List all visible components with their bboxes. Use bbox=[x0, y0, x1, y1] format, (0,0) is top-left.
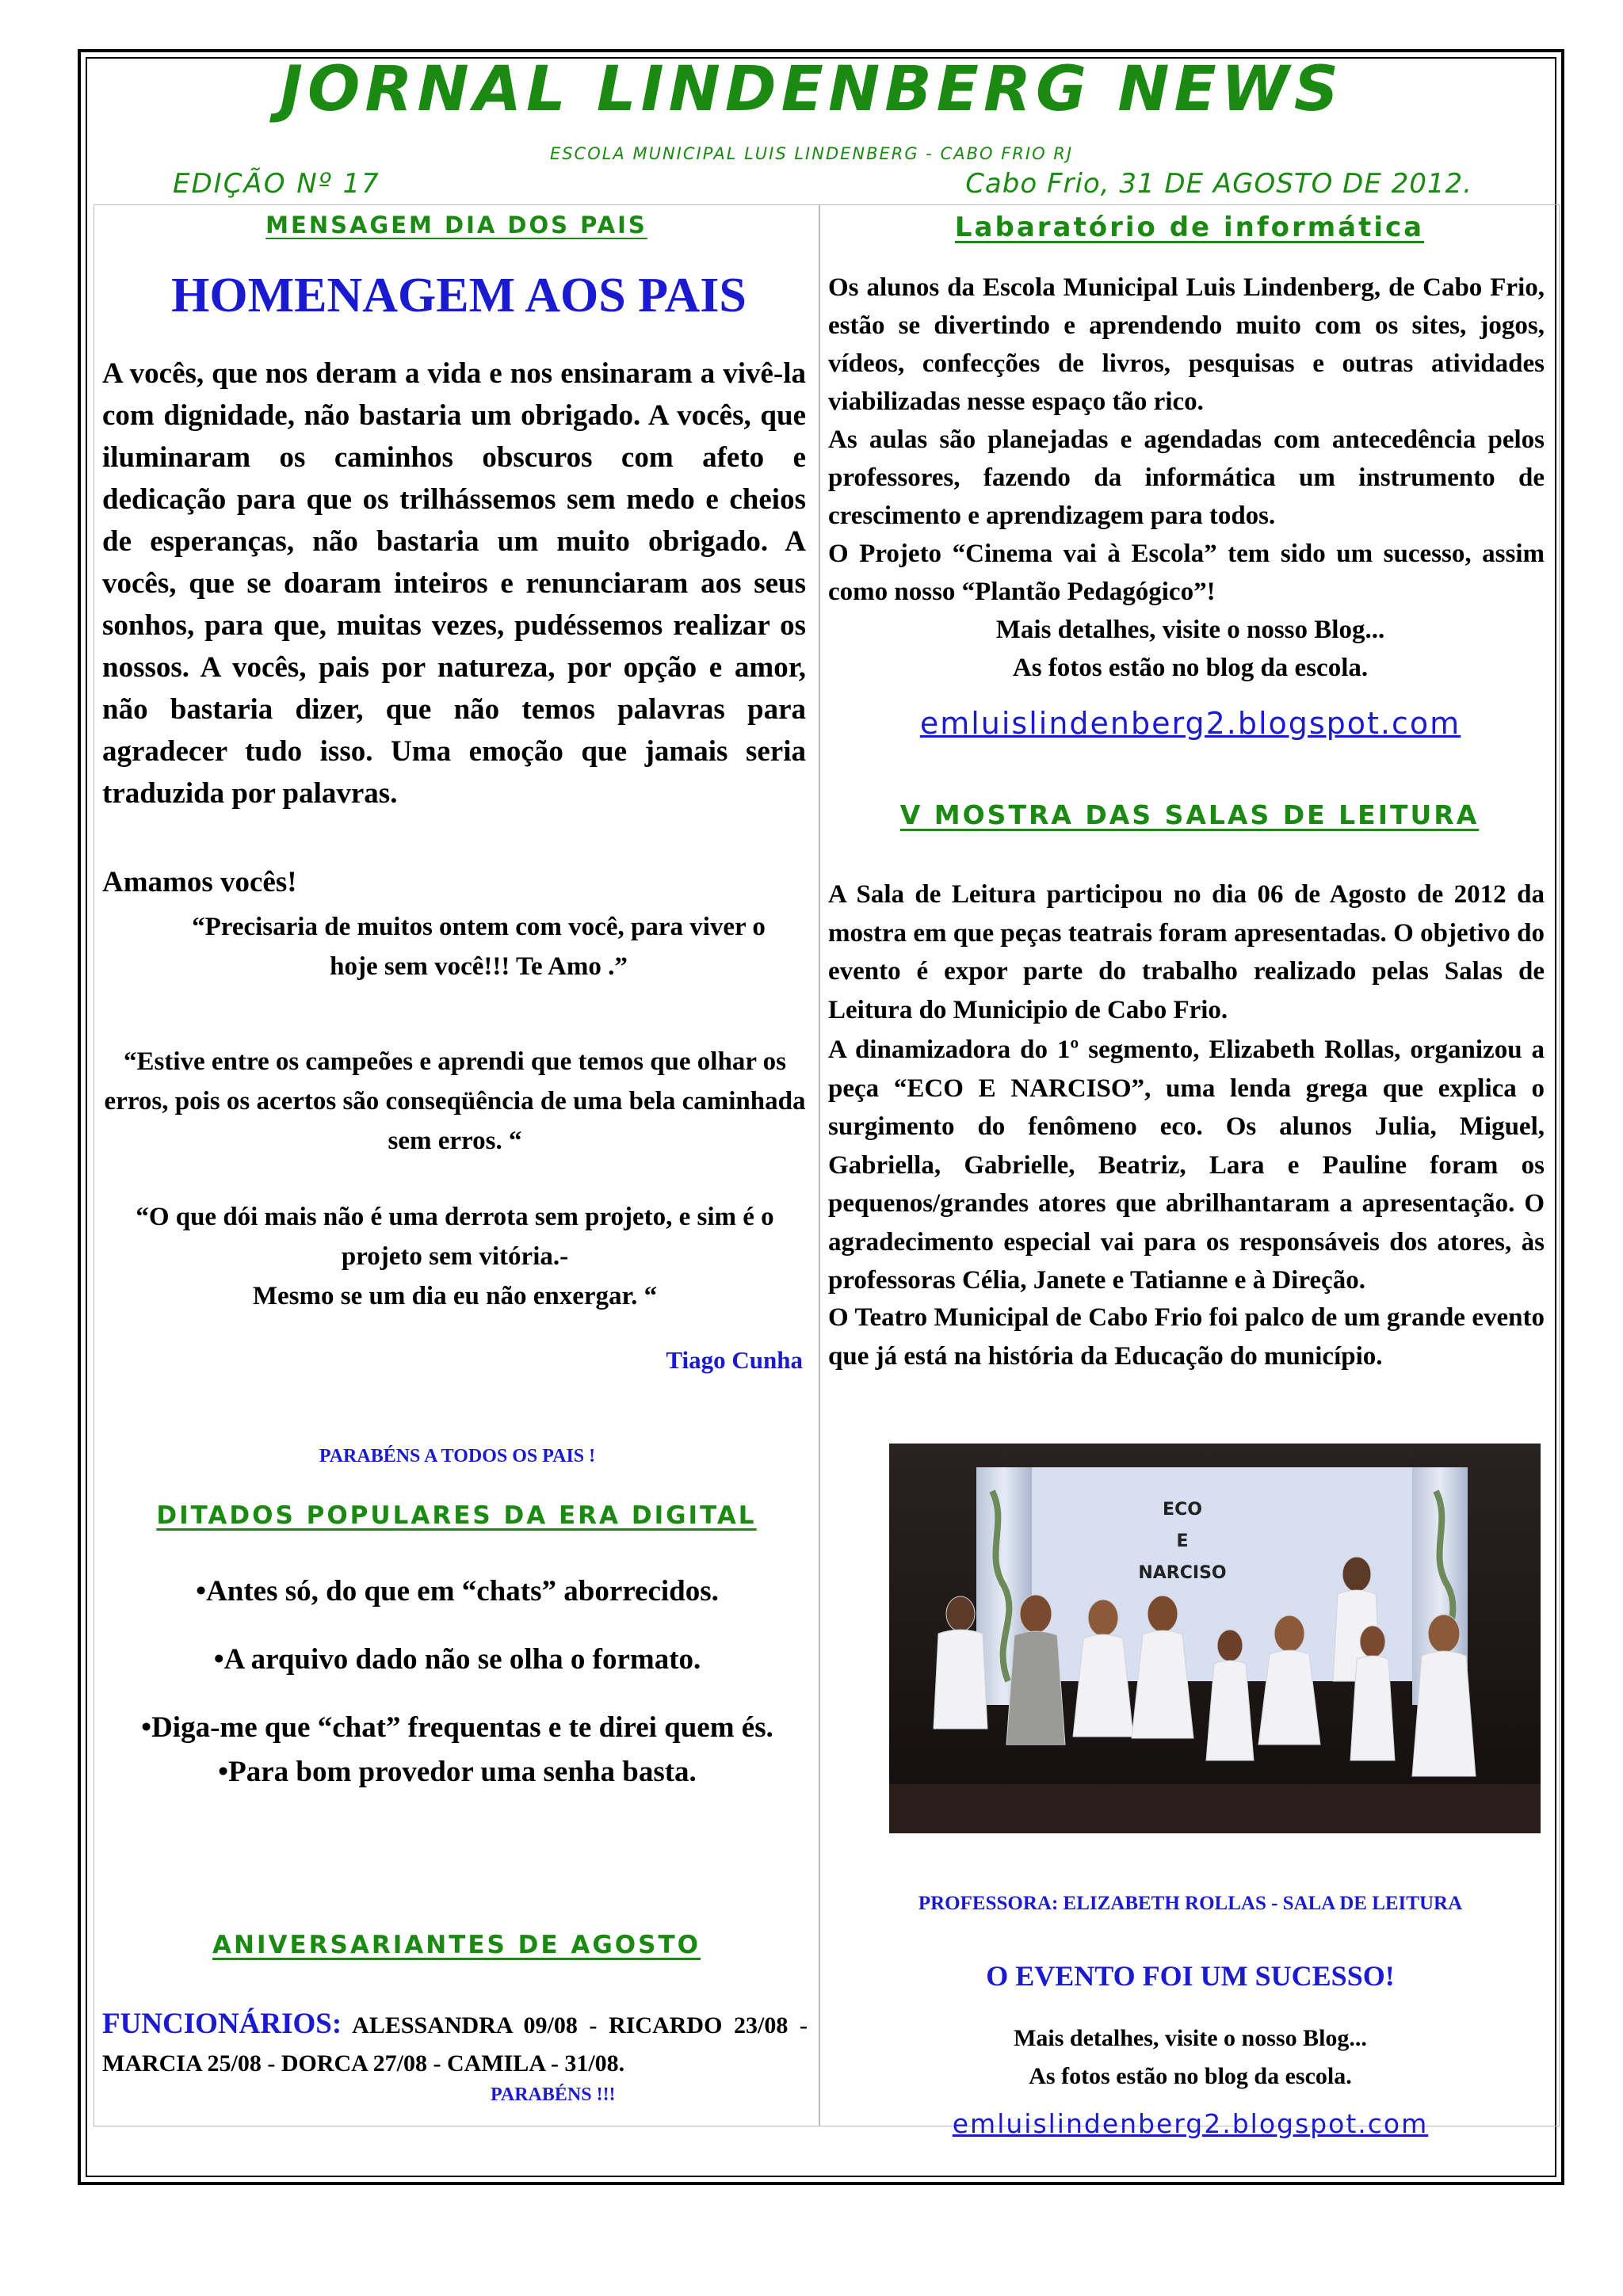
section-title-aniversariantes: ANIVERSARIANTES DE AGOSTO bbox=[212, 1931, 701, 1959]
photo-banner-line: NARCISO bbox=[1138, 1563, 1227, 1583]
headline-homenagem: HOMENAGEM AOS PAIS bbox=[171, 269, 747, 322]
mostra-photos-note: As fotos estão no blog da escola. bbox=[1029, 2063, 1352, 2089]
birthday-list bbox=[102, 2005, 808, 2083]
lab-paragraph-2: As aulas são planejadas e agendadas com antecedência pelos professores, fazendo da informática um instrumento de crescimento e aprendizagem para todos. bbox=[828, 425, 1545, 530]
quote-three-ending: Mesmo se um dia eu não enxergar. “ bbox=[252, 1282, 658, 1310]
right-column bbox=[819, 204, 1560, 2139]
section-title-lab: Labaratório de informática bbox=[954, 212, 1425, 243]
birthday-label: FUNCIONÁRIOS: bbox=[102, 2008, 342, 2040]
ditado-item: •Antes só, do que em “chats” aborrecidos. bbox=[196, 1575, 719, 1608]
photo-caption: PROFESSORA: ELIZABETH ROLLAS - SALA DE LEITURA bbox=[918, 1893, 1463, 1914]
ditado-item: •A arquivo dado não se olha o formato. bbox=[213, 1643, 701, 1676]
mostra-paragraph-1: A Sala de Leitura participou no dia 06 de Agosto de 2012 da mostra em que peças teatrais foram apresentadas. O objetivo do evento é expor parte do trabalho realizado pelas Salas de Leitura do Municipio de Cabo Frio. bbox=[828, 880, 1545, 1024]
school-name: ESCOLA MUNICIPAL LUIS LINDENBERG - CABO FRIO RJ bbox=[549, 144, 1074, 163]
photo-banner-line: ECO bbox=[1163, 1500, 1202, 1520]
tribute-closing: Amamos vocês! bbox=[102, 866, 297, 898]
quote-three: “O que dói mais não é uma derrota sem projeto, e sim é o projeto sem vitória.- bbox=[136, 1203, 774, 1271]
issue-date: Cabo Frio, 31 DE AGOSTO DE 2012. bbox=[965, 168, 1472, 200]
section-title-ditados: DITADOS POPULARES DA ERA DIGITAL bbox=[156, 1501, 757, 1530]
ditado-item: •Diga-me que “chat” frequentas e te direi quem és. bbox=[141, 1711, 773, 1744]
mostra-blog-link[interactable]: emluislindenberg2.blogspot.com bbox=[952, 2108, 1429, 2139]
lab-more-info: Mais detalhes, visite o nosso Blog... bbox=[995, 616, 1385, 644]
lab-photos-note: As fotos estão no blog da escola. bbox=[1012, 654, 1369, 682]
edition-number: EDIÇÃO Nº 17 bbox=[173, 168, 380, 200]
mostra-paragraph-2: A dinamizadora do 1º segmento, Elizabeth Rollas, organizou a peça “ECO E NARCISO”, uma lenda grega que explica o surgimento do fenômeno eco. Os alunos Julia, Miguel, Gabriella, Gabrielle, Beatriz, Lara e Pauline foram os pequenos/grandes atores que abrilhantaram a apresentação. O agradecimento especial vai para os responsáveis dos atores, às professoras Célia, Janete e Tatianne e à Direção. bbox=[828, 1035, 1545, 1295]
quote-one: “Precisaria de muitos ontem com você, para viver o hoje sem você!!! Te Amo .” bbox=[192, 913, 766, 981]
ditado-item: •Para bom provedor uma senha basta. bbox=[218, 1756, 697, 1788]
lab-paragraph-3: O Projeto “Cinema vai à Escola” tem sido um sucesso, assim como nosso “Plantão Pedagógico”! bbox=[828, 540, 1545, 606]
lab-blog-link[interactable]: emluislindenberg2.blogspot.com bbox=[919, 706, 1461, 741]
pais-congrats: PARABÉNS A TODOS OS PAIS ! bbox=[319, 1446, 596, 1466]
lab-paragraph-1: Os alunos da Escola Municipal Luis Lindenberg, de Cabo Frio, estão se divertindo e aprendendo muito com os sites, jogos, vídeos, confecções de livros, pesquisas e outras atividades viabilizadas nesse espaço tão rico. bbox=[828, 273, 1545, 416]
section-title-pais: MENSAGEM DIA DOS PAIS bbox=[265, 212, 647, 238]
mostra-paragraph-3: O Teatro Municipal de Cabo Frio foi palco de um grande evento que já está na história da Educação do município. bbox=[828, 1303, 1545, 1371]
mostra-more-info: Mais detalhes, visite o nosso Blog... bbox=[1014, 2025, 1367, 2051]
birthday-congrats: PARABÉNS !!! bbox=[491, 2084, 616, 2105]
quote-two: “Estive entre os campeões e aprendi que temos que olhar os erros, pois os acertos são conseqüência de uma bela caminhada sem erros. “ bbox=[104, 1047, 806, 1155]
quote-author: Tiago Cunha bbox=[666, 1346, 803, 1374]
event-success: O EVENTO FOI UM SUCESSO! bbox=[986, 1960, 1395, 1992]
birthday-names: ALESSANDRA 09/08 - RICARDO 23/08 - MARCIA 25/08 - DORCA 27/08 - CAMILA - 31/08. bbox=[102, 2012, 808, 2077]
section-title-mostra: V MOSTRA DAS SALAS DE LEITURA bbox=[899, 799, 1480, 830]
newspaper-title: JORNAL LINDENBERG NEWS bbox=[280, 54, 1343, 125]
left-column bbox=[94, 204, 819, 2126]
event-photo bbox=[889, 1444, 1541, 1833]
photo-banner-line: E bbox=[1176, 1531, 1189, 1551]
tribute-text: A vocês, que nos deram a vida e nos ensinaram a vivê-la com dignidade, não bastaria um obrigado. A vocês, que iluminaram os caminhos obscuros com afeto e dedicação para que os trilhássemos sem medo e cheios de esperanças, não bastaria um muito obrigado. A vocês, que se doaram inteiros e renunciaram aos seus sonhos, para que, muitas vezes, pudéssemos realizar os nossos. A vocês, pais por natureza, por opção e amor, não bastaria dizer, que não temos palavras para agradecer tudo isso. Uma emoção que jamais seria traduzida por palavras. bbox=[102, 357, 806, 810]
